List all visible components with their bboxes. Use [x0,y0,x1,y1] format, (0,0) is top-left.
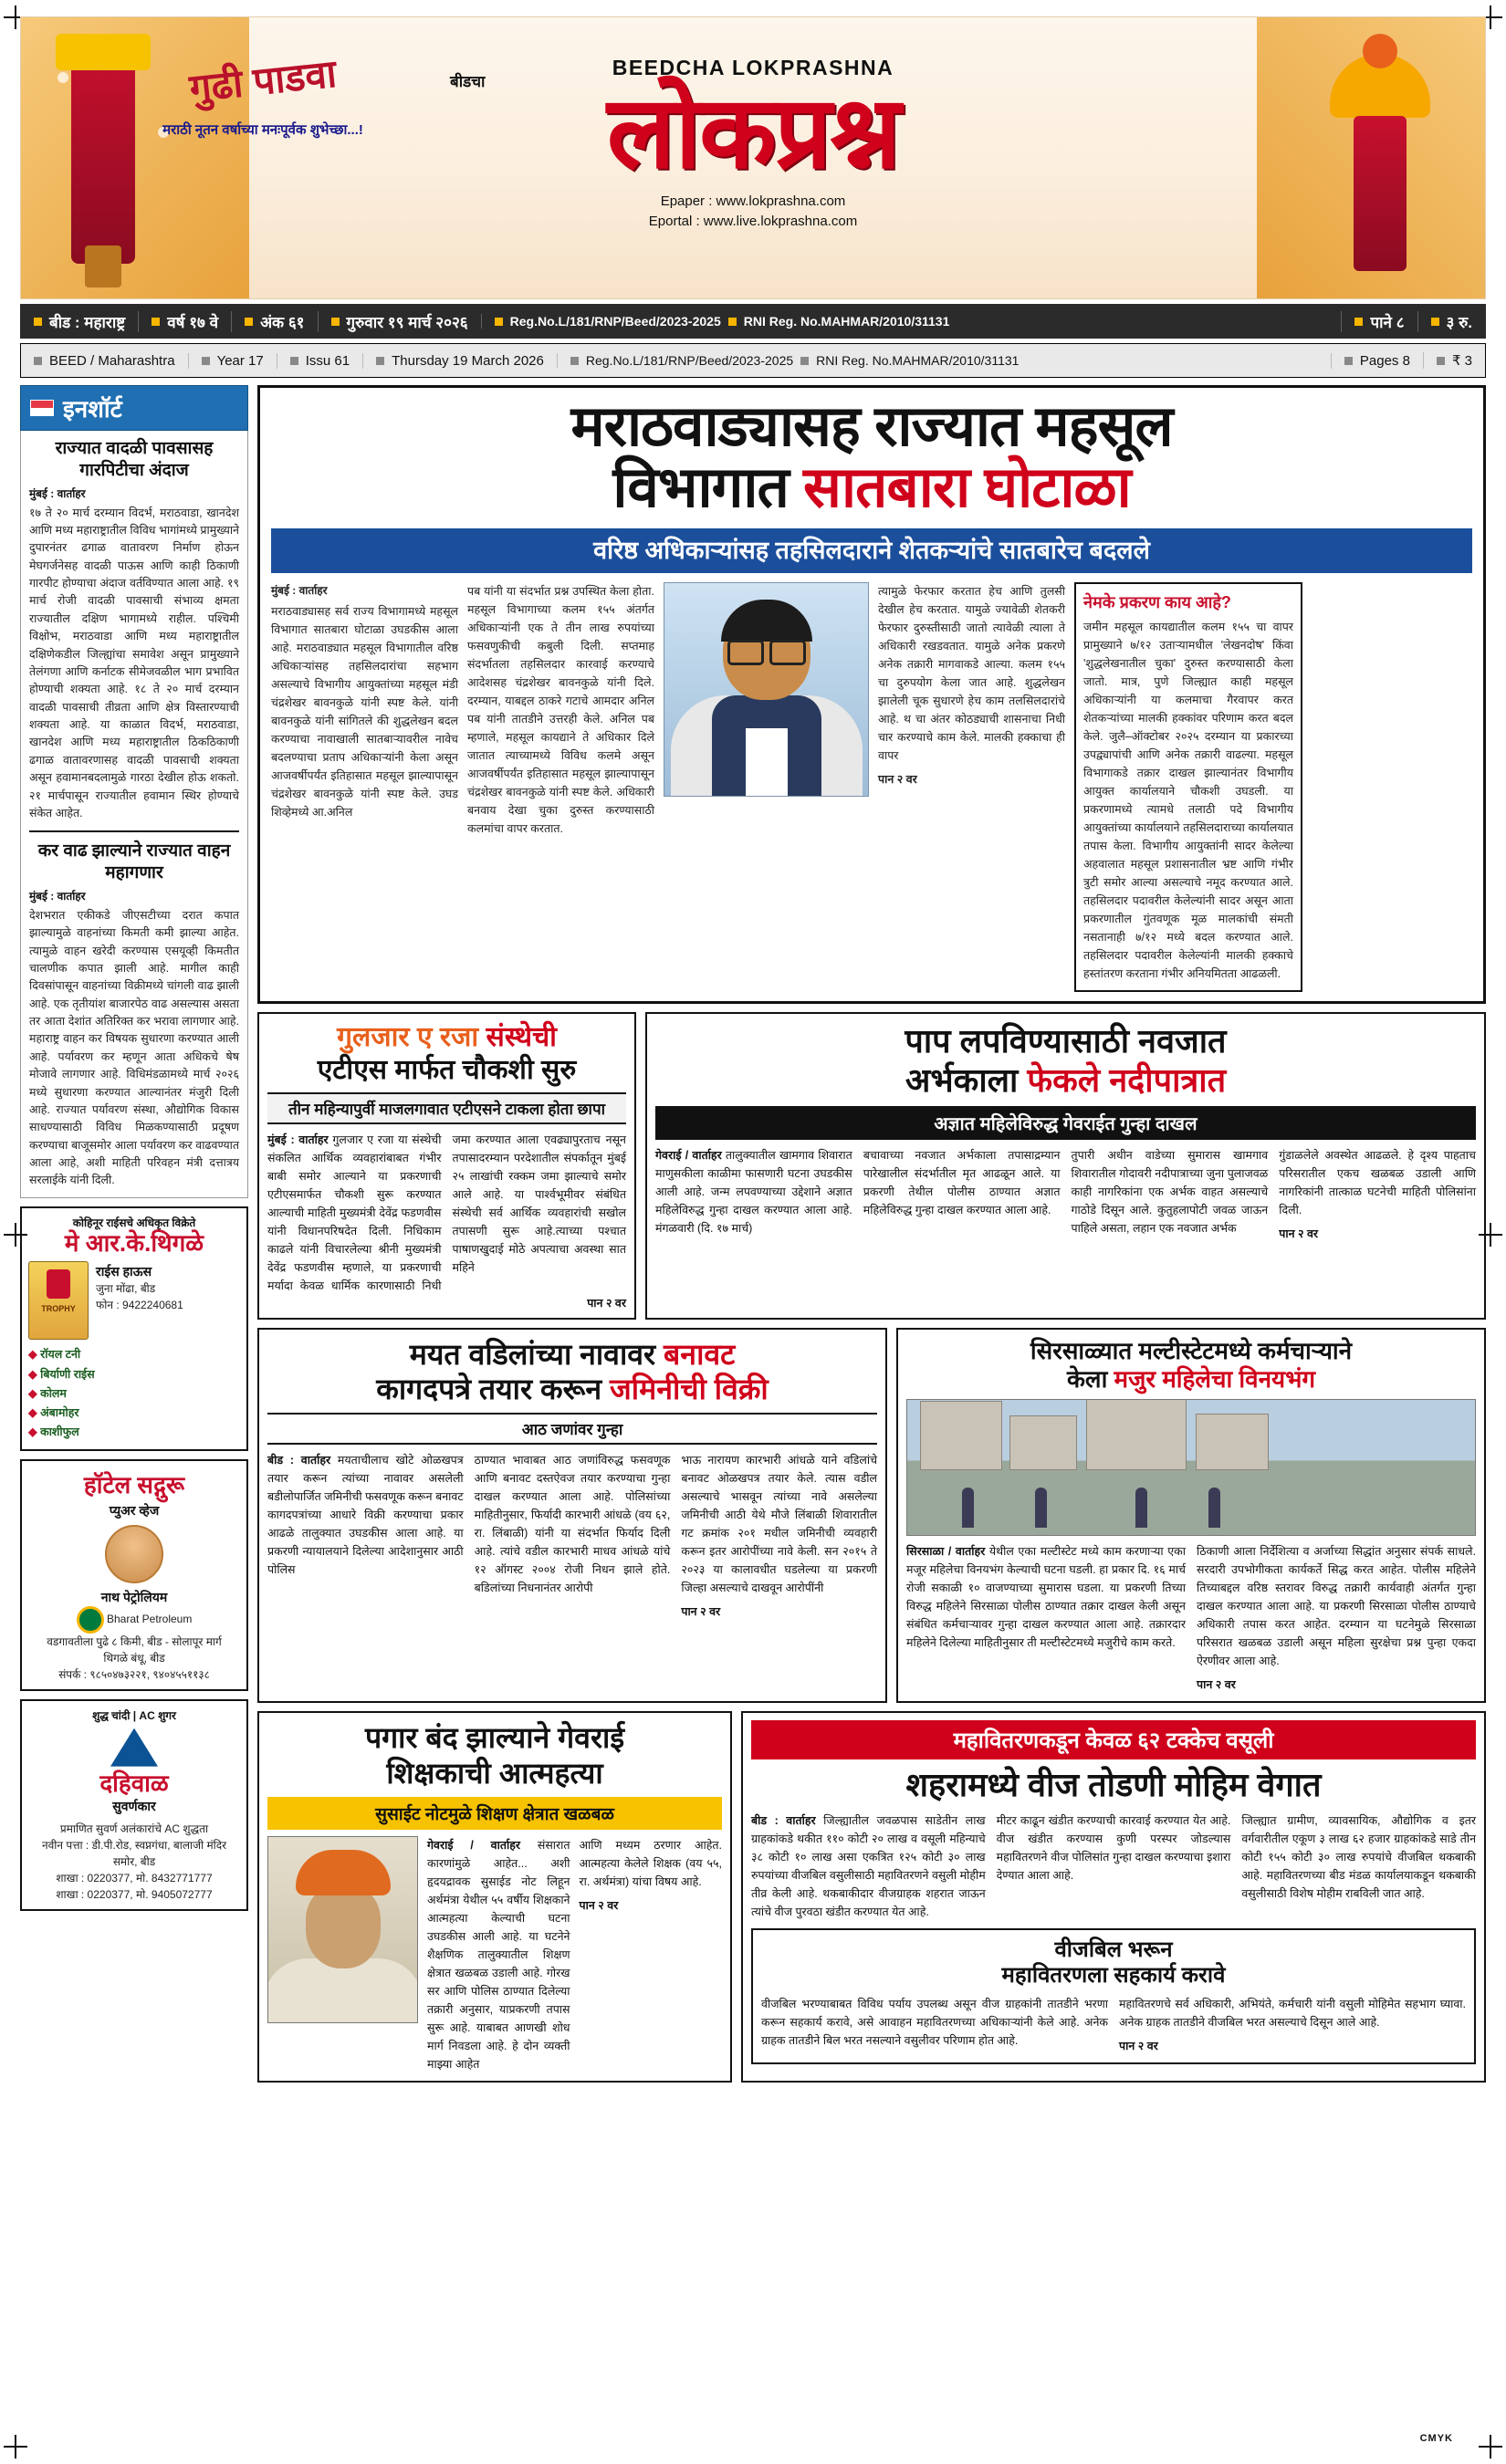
ad-item: ◆ रॉयल टनी [28,1345,240,1364]
bullet-icon [34,318,42,326]
bullet-icon [376,357,384,365]
strip-place-mr [21,311,138,332]
lead-story[interactable] [257,385,1486,1004]
story-paap-col-3: तुपारी अधीन वाडेच्या सुमारास खामगाव शिवारातील गोदावरी नदीपात्राच्या जुना पुलाजवळ काही नागरिकांना एक अर्भक वाहत असल्याचे गाठोडे दिसून आले. कुतुहलापोटी जवळ जाऊन पाहिले असता, लहान एक नवजात अर्भक [1071,1149,1269,1236]
strip-price-mr-text: ३ रु. [1446,313,1472,331]
bullet-icon [331,318,340,326]
inshort-list [20,431,248,1198]
bullet-icon [1431,318,1439,326]
ad-brand: मे आर.के.थिगळे [64,1228,204,1257]
ad-hotel-sadguru[interactable] [20,1459,248,1691]
strip-date-en [362,353,557,369]
lead-read-more[interactable]: पान २ वर [878,773,917,786]
ad-item: ◆ कोलम [28,1384,240,1404]
story-mayat-title-1 [267,1337,877,1372]
story-pagar-dateline: गेवराई / वार्ताहर [427,1839,520,1853]
sidebox-body-1: वीजबिल भरण्याबाबत विविध पर्याय उपलब्ध असून वीज ग्राहकांनी तातडीने भरणा करून सहकार्य करावे, असे आवाहन महावितरणच्या अधिकाऱ्यांनी केले आहे. अनेक ग्राहक तातडीने बिल भरत नसल्याने वसुलीवर परिणाम होत आहे. [761,1998,1108,2048]
ad-item: ◆ अंबामोहर [28,1404,240,1423]
registration-mark-bottom-left [4,2435,27,2459]
strip-reg-en-text: Reg.No.L/181/RNP/Beed/2023-2025 [585,353,794,368]
registration-mark-bottom-right [1479,2435,1502,2459]
lead-headline-line2-plain: विभागात [612,455,804,519]
story-mayat-text-3: भाऊ नारायण कारभारी आंधळे याने वडिलांचे बनावट ओळखपत्र तयार केले. त्यास वडील असल्याचे भासवून त्यांच्या नावे असलेल्या जमिनीची आठी येथे मौजे लिंबाळी शिवारातील गट क्रमांक २०१ मधील जमिनीची व्यवहारी करून इतर आरोपींच्या नावे केली. सन २०१५ ते २०२३ या कालावधीत घडलेल्या या प्रकरणी जिल्हा असल्याचे दाखवून आरोपींनी [681,1453,878,1594]
lead-subheadline: वरिष्ठ अधिकाऱ्यांसह तहसिलदाराने शेतकऱ्यांचे सातबारेच बदलले [271,528,1472,573]
main-column [257,385,1486,2083]
strip-place-en [21,353,188,369]
strip-price-mr [1417,311,1485,332]
strip-year-en-text: Year 17 [216,352,264,369]
bullet-icon [245,318,253,326]
masthead-english-name: BEEDCHA LOKPRASHNA [612,56,894,79]
brief-body: १७ ते २० मार्च दरम्यान विदर्भ, मराठवाडा, खानदेश आणि मध्य महाराष्ट्रातील विविध भागांमध्ये प्रामुख्याने दुपारनंतर ढगाळ वातावरण निर्माण होऊन मेघगर्जनेसह वादळी पाऊस आणि काही ठिकाणी गारपीट होण्याचा अंदाज वर्तविण्यात आला आहे. १९ मार्च रोजी वादळी पावसाची संभाव्य क्षमता राज्यातील दक्षिण भागामध्ये राहील. पश्चिमी विक्षोभ, मराठवाडा आणि मध्य महाराष्ट्रातील दक्षिणेकडील जिल्ह्यांचा समावेश असून प्रामुख्याने तेलंगणा आणि कर्नाटक सीमेजवळील भाग प्रभावित होण्याची शक्यता आहे. १८ ते २० मार्च दरम्यान वादळी पावसाची तीव्रता आणि क्षेत्र विस्तारण्याची शक्यता आहे. या काळात विदर्भ, मराठवाडा, खानदेश आणि मध्य महाराष्ट्रातील ठिकठिकाणी ढगाळ वातावरणासह वादळी पावसाची शक्यता असून हवामानबदलामुळे गारठा देखील होऊ शकतो. २१ मार्चपासून राज्यातील हवामान स्थिर होण्याचे संकेत आहेत. [29,506,239,820]
ad-phone: फोन : 9422240681 [96,1299,183,1312]
story-paap-title-2-plain: अर्भकाला [905,1061,1028,1100]
strip-pages-mr [1341,311,1417,332]
ad-bp-label: Bharat Petroleum [106,1612,193,1625]
lead-photo-col [664,582,869,992]
story-sirsala-photo [906,1399,1476,1536]
strip-place-mr-text: बीड : महाराष्ट्र [49,313,126,331]
lead-columns [271,582,1472,992]
bullet-icon [152,318,160,326]
strip-reg-mr [481,314,1342,329]
story-mahavitaran-col-2: मीटर काढून खंडीत करण्याची कारवाई करण्यात येत आहे. वीज खंडीत करण्यास कुणी परस्पर जोडल्यास महावितरणने वीज पोलिसांत गुन्हा दाखल करण्याचा इशारा देण्यात आला आहे. [996,1813,1231,1882]
story-mayat-dateline: बीड : वार्ताहर [267,1453,331,1467]
brief-item[interactable] [29,840,239,1190]
lead-col-1-text: मराठवाड्यासह सर्व राज्य विभागामध्ये महसूल विभागात सातबारा घोटाळा उघडकीस आला आहे. मराठवाड्यात महसूल विभागातील वरिष्ठ अधिकाऱ्यांसह तहसिलदारांचा सहभाग असल्याचे विभागीय आयुक्तांच्या महसूल मंडी चंद्रशेखर बावनकुळे यांनी स्पष्ट केले. यांनी बावनकुळे यांनी सांगितले की शुद्धलेखन बदल करण्याचा नावाखाली सातबाऱ्यावरील नावेच बदलण्याचा प्रताप अधिकाऱ्यांनी केला असून आजवर्षीपर्यंत इतिहासात महसूल झाल्यापासून चंद्रशेखर बावनकुळे यांनी स्पष्ट केले. उघड शिव्हेमध्ये आ.अनिल [271,605,458,820]
ad-company: नाथ पेट्रोलियम [100,1589,168,1604]
flag-icon [30,400,54,416]
strip-date-en-text: Thursday 19 March 2026 [392,352,544,369]
story-paap-dateline: गेवराई / वार्ताहर [655,1149,722,1163]
ad-tagline: शुद्ध चांदी | AC शुगर [92,1708,176,1722]
story-row-2 [257,1328,1486,1703]
story-mayat-col-1 [267,1451,464,1621]
info-strip-english [20,343,1486,378]
ad-contact: संपर्क : ९८५०४७३२२१, ९४०४५५११३८ [58,1667,210,1681]
story-sirsala-read-more[interactable]: पान २ वर [1197,1678,1236,1692]
story-mahavitaran-text-1: जिल्ह्यातील जवळपास साडेतीन लाख ग्राहकांकडे थकीत ११० कोटी २० लाख व वसूली महिन्याचे ३८ कोटी १० लाख असा एकत्रित १२५ कोटी ३० लाख रुपयांच्या वीजबिल वसुलीसाठी महावितरणने वसुली मोहीम तीव्र केली आहे. थकबाकीदार वीजग्राहक शहरात जाऊन त्यांचे वीज पुरवठा खंडीत करण्यात येत आहे. [751,1813,986,1918]
story-gulzar-title-plain: गुलजार ए रजा [337,1022,486,1052]
ad-address: जुना मोंढा, बीड [96,1282,156,1296]
strip-rni-en-text: RNI Reg. No.MAHMAR/2010/31131 [816,353,1020,368]
guru-portrait-image [105,1525,163,1583]
lead-portrait-photo [664,582,869,797]
strip-place-en-text: BEED / Maharashtra [49,352,175,369]
story-mayat-read-more[interactable]: पान २ वर [681,1604,721,1618]
ad-address-2: शाखा : 0220377, मो. 8432771777 [56,1872,213,1885]
story-gulzar-subhead: तीन महिन्यापुर्वी माजलगावात एटीएसने टाकला होता छापा [267,1092,626,1124]
lead-sidebar-title: नेमके प्रकरण काय आहे? [1083,593,1231,611]
story-sirsala-title-2-highlight: मजुर महिलेचा विनयभंग [1114,1365,1316,1394]
story-paap-text-1: तालुक्यातील खामगाव शिवारात माणुसकीला काळीमा फासणारी घटना उघडकीस आली आहे. जन्म लपवण्याच्या उद्देशाने अज्ञात महिलेविरुद्ध गुन्हा दाखल करण्यात आला आहे. मंगळवारी (दि. १७ मार्च) [655,1149,852,1236]
story-gulzar[interactable] [257,1012,636,1320]
bullet-icon [728,318,737,326]
lead-col-2: पब यांनी या संदर्भात प्रश्न उपस्थित केला होता. महसूल विभागाच्या कलम १५५ अंतर्गत अधिकाऱ्यांनी एक ते तीन लाख रुपयांच्या फसवणुकीची कबुली दिली. सप्तमाह संदर्भातला तहसिलदार कारवाई करण्याचे आदेशसह चंद्रशेखर बावनकुळे यांनी दिले. दरम्यान, याबद्दल ठाकरे गटाचे आमदार अनिल पब यांनी तातडीने उत्तरही केले. अनिल पब म्हणाले, महसूल कायद्याने ते अधिकार दिले जातात त्याच्यामध्ये विविध कलमे असून आजवर्षीपर्यंत इतिहासात महसूल झाल्यापासून चंद्रशेखर बावनकुळे यांनी स्पष्ट केले. अधिकारी बनवाय देखा चुका दुरुस्त करण्यासाठी कलमांचा वापर करतात. [467,585,654,835]
strip-price-en [1423,352,1485,369]
bullet-icon [1354,318,1363,326]
story-sirsala[interactable] [896,1328,1486,1703]
ad-bp-logo-row [28,1606,240,1634]
bullet-icon [800,357,809,365]
brief-item[interactable] [29,438,239,822]
story-sirsala-title-2 [906,1365,1476,1394]
lead-col-3-text: त्यामुळे फेरफार करतात हेच आणि तुलसी देखील हेच करतात. यामुळे ज्यावेळी शेतकरी फेरफार दुरुस्तीसाठी जातो त्यावेळी त्याला ते अधिकारी रखडवतात. यामुळे अनेक प्रकरणे अनेक तक्रारी मागवाकडे आल्या. कलम १५५ चा दुरुपयोग केला जात आहे. शुद्धलेखन झालेली चूक सुधारणे हेच काम तलसिलदारांचे आहे. थ चा अंतर कोठड्याची शासनाचा निधी चार करण्याचे काम केले. मालकी हक्काचा ही वापर [878,585,1065,762]
bullet-icon [495,318,503,326]
story-mayat[interactable] [257,1328,887,1703]
story-mayat-text-1: मयताचीलाच खोटे ओळखपत्र तयार करून त्यांच्या नावावर असलेली बडीलोपार्जित जमिनीची फसवणूक करून बनावट कागदपत्रांच्या आधारे विक्री करण्याचा प्रकार आढळे तालुक्यात उघडकीस आला आहे. या प्रकरणी न्यायालयाने दिलेल्या आदेशानुसार आठी पोलिस [267,1453,464,1576]
sidebox-title-2: महावितरणला सहकार्य करावे [1001,1963,1226,1989]
bullet-icon [34,357,42,365]
story-gulzar-title-highlight: संस्थेची [486,1022,557,1052]
masthead-center [295,17,1211,233]
lead-col-1 [271,582,458,992]
epaper-link[interactable]: Epaper : www.lokprashna.com [660,193,846,209]
story-gulzar-body [267,1131,626,1295]
ad-item: ◆ काशीफुल [28,1423,240,1442]
lead-headline-line2 [271,455,1472,519]
ad-address: वडगावतीला पुढे ८ किमी, बीड - सोलापूर मार्ग [47,1634,222,1648]
strip-reg-mr-text: Reg.No.L/181/RNP/Beed/2023-2025 [509,314,721,329]
lead-headline [271,397,1472,519]
sidebar-column [20,385,248,2083]
strip-year-mr [138,311,231,332]
strip-date-mr-text: गुरुवार १९ मार्च २०२६ [346,313,468,331]
eportal-link[interactable]: Eportal : www.live.lokprashna.com [648,214,858,229]
story-sirsala-col-2 [1197,1542,1476,1694]
story-mayat-title-2-plain: कागदपत्रे तयार करून [376,1373,611,1406]
cmyk-mark-bottom: CMYK [1419,2433,1453,2444]
masthead [20,16,1486,299]
story-paap-text-4: गुंडाळलेले अवस्थेत आढळले. हे दृश्य पाहताच परिसरातील एकच खळबळ उडाली आणि नागरिकांनी तात्काळ घटनेची माहिती पोलिसांना दिली. [1279,1149,1476,1217]
story-pagar-title-1: पगार बंद झाल्याने गेवराई [364,1721,625,1755]
story-mayat-col-3 [681,1451,877,1621]
ad-shop-name: राईस हाऊस [96,1264,152,1279]
story-paap-title-1: पाप लपविण्यासाठी नवजात [905,1022,1227,1060]
inshort-title: इनशॉर्ट [63,395,122,423]
ad-subtitle: प्युअर व्हेज [109,1502,160,1518]
story-sirsala-dateline: सिरसाळा / वार्ताहर [906,1545,986,1559]
story-pagar-read-more[interactable]: पान २ वर [579,1899,619,1913]
bullet-icon [1344,357,1353,365]
story-sirsala-text-2: ठिकाणी आला निर्देशित्या व अर्जाच्या सिद्धांत अनुसार संपर्क साधले. सरदारी उपभोगीकता कार्यकर्ते सिद्ध करत आहेत. पोलीस महिलेने तिच्याबद्दल वरिष्ठ स्तरावर विरुद्ध तक्रारी कार्यवाही अंतर्गत गुन्हा दाखल करण्यात आला आहे. या प्रकरणी सिरसाळा पोलीस ठाण्याचे अधिकारी तपास करत आहेत. दरम्यान या घटनेमुळे सिरसाळा परिसरात खळबळ उडाली असून महिला सुरक्षेचा प्रश्न पुन्हा एकदा ऐरणीवर आला आहे. [1197,1545,1476,1668]
story-paap-title-2-highlight: फेकले नदीपात्रात [1027,1061,1227,1100]
brief-title: कर वाढ झाल्याने राज्यात वाहन महागणार [37,841,231,882]
dahiwal-logo-icon [110,1728,158,1767]
story-gulzar-dateline: मुंबई : वार्ताहर [267,1133,329,1146]
strip-date-mr [318,311,481,332]
bullet-icon [202,357,210,365]
rice-pack-label: TROPHY [41,1304,76,1314]
story-paap-title-2 [655,1060,1476,1100]
ad-address-3: शाखा : 0220377, मो. 9405072777 [56,1888,213,1902]
story-mahavitaran-col-3: जिल्ह्यात ग्रामीण, व्यावसायिक, औद्योगिक व इतर वर्गवारीतील एकूण ३ लाख ६२ हजार ग्राहकांकडे साडे तीन कोटी १५५ कोटी ३० लाख रुपयांचे वीजबिल थकबाकी आहे. महावितरणच्या बीड मंडळ कार्यालयाकडून थकबाकी वसुलीसाठी विशेष मोहीम राबविली जात आहे. [1241,1813,1477,1900]
story-sirsala-text-1: येथील एका मल्टीस्टेट मध्ये काम करणाऱ्या एका मजूर महिलेचा विनयभंग केल्याची घटना घडली. हा प्रकार दि. १६ मार्च रोजी सकाळी १० वाजण्याच्या सुमारास घडला. या प्रकरणी तिच्या विरुद्ध महिलेने सिरसाळा पोलीस ठाण्यात तक्रार दाखल केली असून संबंधित कर्मचाऱ्यावर गुन्हा दाखल करण्यात आला आहे. तक्रारदार महिलेने दिलेल्या माहितीनुसार ती मल्टीस्टेटमध्ये मजुरीचे काम करते. [906,1545,1186,1650]
strip-issue-mr [231,311,317,332]
story-paap-col-4 [1279,1146,1476,1243]
page-body [20,385,1486,2083]
story-paap-subhead: अज्ञात महिलेविरुद्ध गेवराईत गुन्हा दाखल [655,1106,1476,1140]
story-gulzar-text: गुलजार ए रजा या संस्थेची संकलित आर्थिक व्यवहारांबाबत गंभीर बाबी समोर आल्याने या प्रकरणाची एटीएसमार्फत चौकशी सुरू करण्यात आल्याची माहिती मुख्यमंत्री देवेंद्र फडणवीस यांनी विधानपरिषदेत दिली. निधिकाम काढले यांनी विचारलेल्या श्रीनी मुख्यमंत्री देवेंद्र फडणवीस म्हणाले, या प्रकरणाची मर्यादा केवळ धार्मिक कारणासाठी निधी जमा करण्यात आला एवढ्यापुरताच नसून तपासादरम्यान परदेशातील संपर्कातून मुंबई २५ लाखांची रक्कम जमा झाल्याचे समोर आले आहे. या पार्श्वभूमीवर संबंधित संस्थेची सर्व आर्थिक व्यवहारांची सखोल तपासणी सुरू आहे.त्याच्या पश्चात पाषाणखुदाई मोठे अपत्याचा अवस्था सात महिने [267,1133,626,1292]
story-paap[interactable] [645,1012,1486,1320]
story-mahavitaran-strip: महावितरणकडून केवळ ६२ टक्केच वसूली [751,1720,1476,1759]
story-mahavitaran-sidebox [751,1928,1476,2065]
story-gulzar-read-more[interactable]: पान २ वर [587,1297,626,1310]
story-mahavitaran-dateline: बीड : वार्ताहर [751,1813,816,1827]
lead-dateline: मुंबई : वार्ताहर [271,584,328,597]
strip-issue-mr-text: अंक ६१ [260,313,305,331]
strip-pages-mr-text: पाने ८ [1370,313,1405,331]
story-mahavitaran[interactable] [741,1711,1486,2083]
story-paap-col-2: बचावाच्या नवजात अर्भकाला तपासाद्रम्यान पारेखालील संदर्भातील मृत आढळून आले. या प्रकरणी तेथील पोलीस ठाण्यात अज्ञात महिलेविरुद्ध गुन्हा दाखल करण्यात आला आहे. [863,1149,1061,1217]
strip-issue-en-text: Issu 61 [305,352,350,369]
strip-price-en-text: ₹ 3 [1451,353,1472,369]
brief-dateline: मुंबई : वार्ताहर [29,889,86,903]
strip-year-mr-text: वर्ष १७ वे [167,313,219,331]
strip-pages-en-text: Pages 8 [1359,352,1410,369]
lead-sidebar-body: जमीन महसूल कायद्यातील कलम १५५ चा वापर प्रामुख्याने ७/१२ उताऱ्यामधील 'लेखनदोष' किंवा 'शुद्धलेखनातील चुका' दुरुस्त करण्यासाठी केला जातो. मात्र, पुणे जिल्ह्यात काही महसूल अधिकाऱ्यांनी या कलमाचा गैरवापर करत शेतकऱ्यांच्या मालकी हक्कांवर परिणाम करत बदल केले. जुलै–ऑक्टोबर २०२५ दरम्यान या प्रकारच्या उपद्व्यापांची आणि अनेक तक्रारी वाढल्या. महसूल विभागाकडे तक्रार दाखल झाल्यानंतर विभागीय आयुक्त कार्यालयाने चौकशी उघडली. या प्रकरणामध्ये त्यामधे तलाठी पदे विभागीय आयुक्तांच्या कार्यालयाने तहसिलदाराच्या कार्यालयात तपास केला. विभागीय आयुक्तांनी सादर केलेल्या अहवालात महसूल प्रशासनातील भ्रष्ट आणि गंभीर त्रुटी समोर आल्या असल्याचे नमूद करण्यात आले. तहसिलदार पदावरील केलेल्यांनी सादर असून आता प्रकरणातील गुंतवणूक मूळ मालकांची संमती नसतानाही ७/१२ मध्ये बदल करण्यात आले. तहसिलदार पदावरील केलेल्यांनी मालकी हक्काचे हस्तांतरण करताना गंभीर अनियमितता आढळली. [1083,621,1293,980]
story-paap-read-more[interactable]: पान २ वर [1279,1227,1319,1241]
bullet-icon [1437,357,1445,365]
story-gulzar-title-2: एटीएस मार्फत चौकशी सुरु [317,1055,577,1085]
story-mayat-title-1-highlight: बनावट [664,1338,736,1371]
ad-brand: दहिवाळ [99,1769,169,1797]
story-pagar-text-2: आणि मध्यम ठरणार आहेत. आत्महत्या केलेले शिक्षक (वय ५५, रा. अर्थमंत्रा) यांचा विषय आहे. [579,1839,722,1889]
strip-year-en [188,353,277,369]
ad-subtitle: सुवर्णकार [112,1799,156,1814]
divider [29,830,239,832]
lead-col-3 [878,582,1065,992]
masthead-beedcha-label: बीडचा [450,73,486,90]
story-pagar-text-1: संसारात कारणांमुळे आहेत... अशी हृदयद्रावक सुसाईड नोट लिहून अर्थमंत्रा येथील ५५ वर्षीय शिक्षकाने आत्महत्या केल्याची घटना उघडकीस आली आहे. या घटनेने शैक्षणिक तालुक्यातील शिक्षण क्षेत्रात खळबळ उडाली आहे. गोरख सर आणि पोलिस ठाण्यात दिलेल्या तक्रारी अनुसार, याप्रकरणी तपास सुरू आहे. याबाबत आणखी शोध मार्ग निवडला आहे. हे दोन व्यक्ती माझ्या आहेत [427,1839,570,2072]
ad-brand: हॉटेल सद्गुरू [83,1470,185,1498]
story-pagar-title-2: शिक्षकाची आत्महत्या [386,1756,603,1790]
story-sirsala-col-1 [906,1542,1186,1694]
lead-headline-line2-highlight: सातबारा घोटाळा [803,455,1131,519]
story-mayat-subhead: आठ जणांवर गुन्हा [267,1413,877,1445]
gudhi-greeting-subtitle: मराठी नूतन वर्षाच्या मनःपूर्वक शुभेच्छा...! [162,122,363,138]
story-sirsala-title-1: सिरसाळ्यात मल्टीस्टेटमध्ये कर्मचाऱ्याने [1030,1337,1353,1364]
ad-dahiwal-suvarnakar[interactable] [20,1699,248,1912]
story-mayat-col-2: ठाण्यात भावाबत आठ जणांविरुद्ध फसवणूक आणि बनावट दस्तऐवज तयार करण्याचा गुन्हा दाखल करण्यात आला आहे. पोलिसांच्या माहितीनुसार, फिर्यादी कारभारी आंधळे (वय ६२, रा. लिंबाळी) यांनी या संदर्भात फिर्याद दिली आहे. त्यांचे वडील कारभारी माधव आंधळे यांचे १२ ऑगस्ट २००४ रोजी निधन झाले होते. बडिलांच्या निधनानंतर आरोपी [474,1453,671,1594]
masthead-links [295,192,1211,233]
story-pagar-subhead: सुसाईट नोटमुळे शिक्षण क्षेत्रात खळबळ [267,1797,722,1830]
sidebox-body-2-text: महावितरणचे सर्व अधिकारी, अभियंते, कर्मचारी यांनी वसुली मोहिमेत सहभाग घ्यावा. अनेक ग्राहक तातडीने वीजबिल भरत असल्याचे दिसून आले आहे. [1119,1998,1466,2030]
story-paap-col-1 [655,1146,852,1243]
ad-owner: थिगळे बंधू, बीड [103,1651,165,1665]
story-pagar-photo [267,1836,418,2023]
lead-headline-line1: मराठवाड्यासह राज्यात महसूल [570,395,1173,458]
ad-tagline: कोहिनूर राईसचे अधिकृत विक्रेते [72,1216,196,1229]
ad-item: ◆ बिर्याणी राईस [28,1365,240,1384]
gudhi-greeting-title: गुढी पाडवा [187,51,339,110]
story-pagar[interactable] [257,1711,732,2083]
ad-rk-thigale[interactable] [20,1206,248,1451]
strip-rni-mr-text: RNI Reg. No.MAHMAR/2010/31131 [743,314,950,329]
story-mayat-title-2-highlight: जमिनीची विक्री [610,1373,769,1406]
sidebox-body-2 [1119,1995,1466,2055]
story-sirsala-title-2-plain: केला [1066,1365,1114,1394]
bullet-icon [570,357,579,365]
masthead-logo: लोकप्रश्न [607,77,899,189]
masthead-right-ornament [1257,17,1485,298]
sidebox-title-1: वीजबिल भरून [1054,1937,1173,1962]
ad-note: प्रमाणित सुवर्ण अलंकारांचे AC शुद्धता [59,1822,209,1836]
brief-dateline: मुंबई : वार्ताहर [29,486,86,500]
story-mahavitaran-read-more[interactable]: पान २ वर [1119,2040,1158,2053]
brief-title: राज्यात वादळी पावसासह गारपिटीचा अंदाज [55,439,214,480]
story-mayat-title-2 [267,1372,877,1406]
bharat-petroleum-icon [77,1606,104,1634]
rice-pack-image [28,1261,89,1340]
story-mahavitaran-title: शहरामध्ये वीज तोडणी मोहिम वेगात [905,1766,1322,1804]
info-strip-marathi [20,304,1486,339]
bullet-icon [290,357,298,365]
story-mahavitaran-col-1 [751,1811,986,1921]
story-mayat-title-1-plain: मयत वडिलांच्या नावावर [409,1338,664,1371]
lead-sidebar-box [1074,582,1302,992]
strip-pages-en [1331,353,1423,369]
story-row-1 [257,1012,1486,1320]
brief-body: देशभरात एकीकडे जीएसटीच्या दरात कपात झाल्यामुळे वाहनांच्या किमती कमी झाल्या आहेत. त्यामुळे वाहन खरेदी करण्यास एसयूव्ही किमतीत चालणीक कपात झाली आहे. मागील काही दिवसांपासून वाहनांच्या विक्रीमध्ये चांगली वाढ झाली आहे. एक तृतीयांश बाजारपेठ वाढ असल्यास असता तर आता देशांत अतिरिक्त कर भरावा लागणार आहे. महाराष्ट्र वाहन कर विषयक सुधारणा करण्यात आली आहे. पर्यावरण कर म्हणून आता अधिकचे षेष मोजावे लागणार आहे. विधिमंडळामध्ये मार्च २०२६ मध्ये सुधारणा करण्यात आल्यानंतर मंजुरी दिली आहे. राज्यात पर्यावरण संस्था, औद्योगिक विकास साधण्यासाठी विविध मिळकण्यासाठी प्रदूषण करण्याचा बाजूसमोर आला पर्यावरण कर वाढवण्यात आला आहे, अशी माहिती परिवहन मंत्री दत्तात्रय सरलाईके यांनी दिली. [29,908,239,1187]
inshort-section-header [20,385,248,431]
story-gulzar-title-1 [267,1021,626,1054]
story-pagar-col-2 [580,1836,723,2073]
story-row-3 [257,1711,1486,2083]
strip-reg-en [557,353,1331,368]
ad-address-1: नवीन पत्ता : डी.पी.रोड, स्वप्नगंधा, बालाजी मंदिर समोर, बीड [41,1839,227,1869]
strip-issue-en [277,353,362,369]
